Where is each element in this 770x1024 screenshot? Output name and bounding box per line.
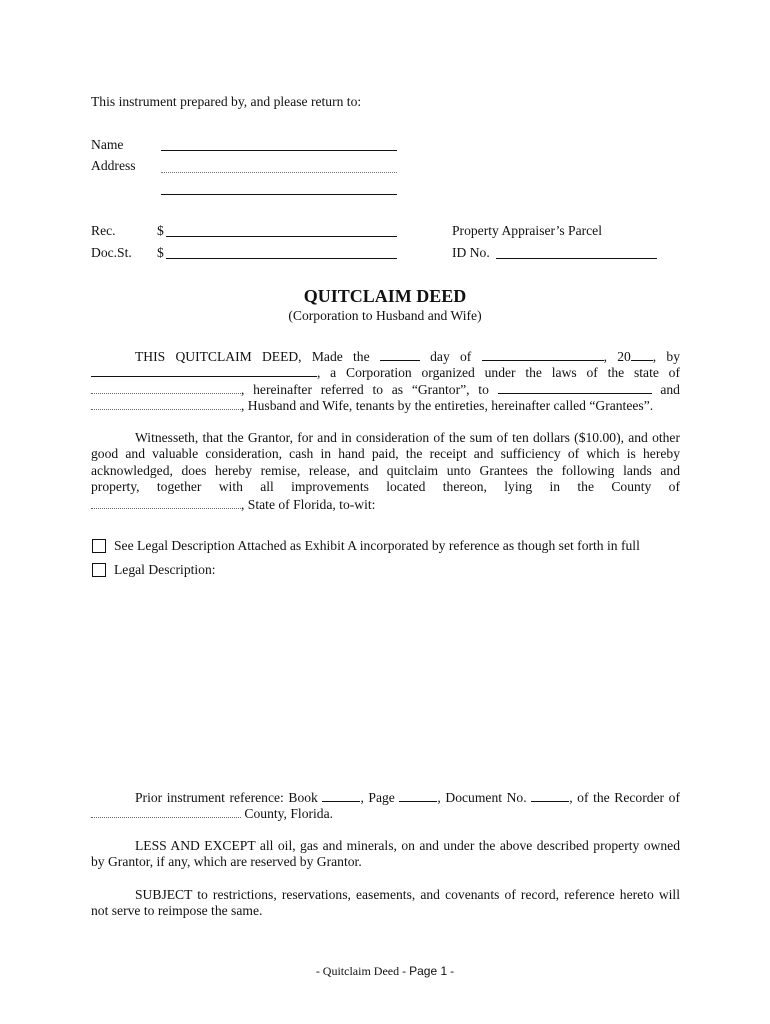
intro-text-made-the: THIS QUITCLAIM DEED, Made the xyxy=(135,349,370,364)
id-number-line[interactable] xyxy=(496,258,657,259)
state-blank[interactable] xyxy=(91,381,241,394)
subject-line-2: not serve to reimpose the same. xyxy=(91,903,263,919)
footer-doc-name: - Quitclaim Deed - xyxy=(315,964,410,978)
intro-text-by: , by xyxy=(652,349,681,364)
page-blank[interactable] xyxy=(399,789,437,802)
prior-text-page: , Page xyxy=(360,790,395,805)
prior-text-county: County, Florida. xyxy=(244,806,334,822)
address-label: Address xyxy=(91,158,136,173)
docst-label: Doc.St. xyxy=(91,245,132,260)
id-label: ID No. xyxy=(452,245,490,260)
name-field-line[interactable] xyxy=(161,150,397,151)
intro-line-3 xyxy=(91,381,680,397)
document-subtitle: (Corporation to Husband and Wife) xyxy=(288,308,482,323)
less-except-line-1 xyxy=(91,838,680,854)
grantee-name-blank[interactable] xyxy=(498,381,652,394)
grantor-name-blank[interactable] xyxy=(91,364,317,377)
grantee-name-blank-2[interactable] xyxy=(91,397,241,410)
legal-description-label: Legal Description: xyxy=(114,562,216,577)
witnesseth-paragraph xyxy=(91,430,680,512)
prepared-by-text: This instrument prepared by, and please return to: xyxy=(91,94,362,109)
legal-description-checkbox[interactable] xyxy=(92,563,106,577)
intro-text-grantor: , hereinafter referred to as “Grantor”, to xyxy=(241,381,489,397)
less-except-text-1: LESS AND EXCEPT all oil, gas and minerals, on and under the above described property owned xyxy=(135,838,680,853)
witness-line-5 xyxy=(91,496,680,512)
month-blank[interactable] xyxy=(482,348,604,361)
docst-amount-line[interactable] xyxy=(166,258,397,259)
book-blank[interactable] xyxy=(322,789,360,802)
subject-to-paragraph xyxy=(91,887,680,920)
intro-line-2 xyxy=(91,364,680,380)
document-title: QUITCLAIM DEED xyxy=(303,286,467,306)
intro-text-day-of: day of xyxy=(430,349,472,364)
rec-label: Rec. xyxy=(91,223,116,238)
rec-dollar-sign: $ xyxy=(157,223,164,238)
exhibit-a-label: See Legal Description Attached as Exhibit A incorporated by reference as though set forth in full xyxy=(114,538,640,553)
address-field-line-1[interactable] xyxy=(161,172,397,173)
footer-page-number: Page 1 xyxy=(409,964,448,978)
recorder-county-blank[interactable] xyxy=(91,805,241,818)
witness-text-state: , State of Florida, to-wit: xyxy=(241,496,376,512)
subject-line-1 xyxy=(91,887,680,903)
docst-dollar-sign: $ xyxy=(157,245,164,260)
intro-line-1 xyxy=(91,348,680,364)
address-field-line-2[interactable] xyxy=(161,194,397,195)
less-except-paragraph xyxy=(91,838,680,871)
page-footer xyxy=(0,964,770,979)
intro-text-and: and xyxy=(660,381,680,397)
subject-text-1: SUBJECT to restrictions, reservations, easements, and covenants of record, reference hereto will xyxy=(135,887,680,902)
witness-line-1 xyxy=(91,430,680,446)
footer-end-dash: - xyxy=(447,964,455,978)
intro-line-4 xyxy=(91,397,680,413)
document-number-blank[interactable] xyxy=(531,789,569,802)
intro-text-year: , 20 xyxy=(603,349,631,364)
intro-text-grantees: , Husband and Wife, tenants by the entireties, hereinafter called “Grantees”. xyxy=(241,398,654,414)
prior-text-book: Prior instrument reference: Book xyxy=(135,790,318,805)
prior-text-recorder: , of the Recorder of xyxy=(569,790,680,805)
prior-text-docno: , Document No. xyxy=(437,790,527,805)
prior-reference-paragraph xyxy=(91,789,680,822)
county-blank[interactable] xyxy=(91,496,241,509)
day-blank[interactable] xyxy=(380,348,420,361)
prior-line-2 xyxy=(91,805,680,821)
intro-text-corporation: , a Corporation organized under the laws of the state of xyxy=(317,365,680,381)
witness-text-1: Witnesseth, that the Grantor, for and in consideration of the sum of ten dollars ($10.00), and other xyxy=(135,430,680,445)
witness-line-4: property, together with all improvements located thereon, lying in the County of xyxy=(91,479,680,495)
prior-line-1 xyxy=(91,789,680,805)
less-except-line-2: by Grantor, if any, which are reserved by Grantor. xyxy=(91,854,362,870)
witness-line-2: good and valuable consideration, cash in hand paid, the receipt and sufficiency of which is hereby xyxy=(91,446,680,462)
name-label: Name xyxy=(91,137,124,152)
rec-amount-line[interactable] xyxy=(166,236,397,237)
year-blank[interactable] xyxy=(631,348,653,361)
parcel-label: Property Appraiser’s Parcel xyxy=(452,223,602,238)
exhibit-a-checkbox[interactable] xyxy=(92,539,106,553)
witness-line-3: acknowledged, does hereby remise, release, and quitclaim unto Grantees the following lands and xyxy=(91,462,680,478)
intro-paragraph xyxy=(91,348,680,414)
